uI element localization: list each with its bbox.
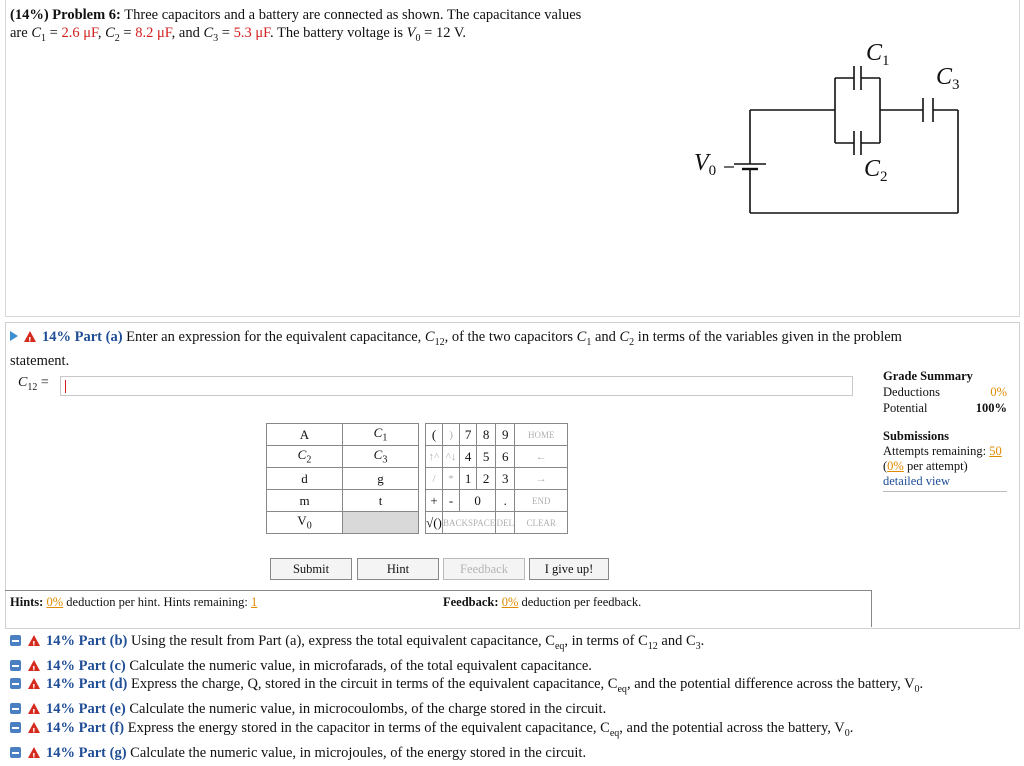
potential-value: 100% bbox=[975, 401, 1007, 415]
problem-weight: (14%) bbox=[10, 7, 49, 23]
hints-remaining: 1 bbox=[250, 595, 258, 609]
warning-icon bbox=[28, 703, 40, 714]
text-caret bbox=[65, 380, 66, 393]
circuit-diagram bbox=[680, 28, 980, 228]
key-del[interactable]: DEL bbox=[496, 512, 515, 534]
key-6[interactable]: 6 bbox=[496, 446, 515, 468]
grade-summary-title: Grade Summary bbox=[883, 369, 973, 383]
collapsed-part-icon[interactable] bbox=[10, 678, 21, 689]
key-0[interactable]: 0 bbox=[460, 490, 496, 512]
key-3[interactable]: 3 bbox=[496, 468, 515, 490]
key-rparen[interactable]: ) bbox=[443, 424, 460, 446]
operator-keypad bbox=[425, 423, 568, 534]
key-4[interactable]: 4 bbox=[460, 446, 477, 468]
part-g-row[interactable]: !14% Part (g) Calculate the numeric value, in microjoules, of the energy stored in the circuit. bbox=[10, 744, 1018, 763]
key-plus[interactable]: + bbox=[426, 490, 443, 512]
variable-keypad bbox=[266, 423, 419, 534]
deductions-value: 0% bbox=[990, 385, 1007, 399]
key-8[interactable]: 8 bbox=[477, 424, 496, 446]
key-backspace[interactable]: BACKSPACE bbox=[443, 512, 496, 534]
divider-vertical bbox=[871, 590, 872, 627]
key-multiply[interactable]: * bbox=[443, 468, 460, 490]
c1-label: $C_1$ bbox=[866, 40, 890, 69]
give-up-button[interactable]: I give up! bbox=[529, 558, 609, 580]
part-c-row[interactable]: !14% Part (c) Calculate the numeric value, in microfarads, of the total equivalent capacitance. bbox=[10, 657, 1018, 676]
grade-summary: Grade Summary Deductions 0% Potential 100% bbox=[883, 369, 1007, 415]
feedback-info: Feedback: 0% deduction per feedback. bbox=[443, 595, 642, 609]
divider bbox=[5, 590, 871, 591]
answer-input[interactable] bbox=[60, 376, 853, 396]
part-a-header: !14% Part (a) Enter an expression for the equivalent capacitance, $C_{12}$, of the two capacitors $C_1$ and $C_2$ in terms of the variables given in the problem statement. bbox=[10, 328, 1010, 370]
part-a-title: 14% Part (a) bbox=[42, 329, 123, 345]
key-C2[interactable]: $C_2$ bbox=[267, 446, 343, 468]
key-left[interactable]: ← bbox=[515, 446, 568, 468]
key-up[interactable]: ↑^ bbox=[426, 446, 443, 468]
part-f-row[interactable]: !14% Part (f) Express the energy stored in the capacitor in terms of the equivalent capacitance, $C_{eq}$, and the potential across the battery, $V_0$. bbox=[10, 719, 1018, 744]
key-V0[interactable]: $V_0$ bbox=[267, 512, 343, 534]
collapsed-part-icon[interactable] bbox=[10, 703, 21, 714]
part-d-row[interactable]: !14% Part (d) Express the charge, Q, stored in the circuit in terms of the equivalent capacitance, $C_{eq}$, and the potential difference across the battery, $V_0$. bbox=[10, 675, 1018, 700]
warning-icon bbox=[28, 678, 40, 689]
collapsed-part-icon[interactable] bbox=[10, 747, 21, 758]
key-9[interactable]: 9 bbox=[496, 424, 515, 446]
key-t[interactable]: t bbox=[343, 490, 419, 512]
key-divide[interactable]: / bbox=[426, 468, 443, 490]
c3-value: 5.3 μF bbox=[233, 25, 271, 41]
warning-icon bbox=[28, 660, 40, 671]
problem-number: Problem 6: bbox=[52, 7, 121, 23]
key-minus[interactable]: - bbox=[443, 490, 460, 512]
key-g[interactable]: g bbox=[343, 468, 419, 490]
key-clear[interactable]: CLEAR bbox=[515, 512, 568, 534]
feedback-button[interactable]: Feedback bbox=[443, 558, 525, 580]
key-C3[interactable]: $C_3$ bbox=[343, 446, 419, 468]
key-sqrt[interactable]: √() bbox=[426, 512, 443, 534]
submissions-panel: Submissions Attempts remaining: 50 (0% per attempt) detailed view bbox=[883, 429, 1007, 492]
key-2[interactable]: 2 bbox=[477, 468, 496, 490]
detailed-view-link[interactable]: detailed view bbox=[883, 474, 950, 488]
key-5[interactable]: 5 bbox=[477, 446, 496, 468]
warning-icon bbox=[28, 722, 40, 733]
answer-label: $C_{12}$ = bbox=[18, 375, 49, 393]
c1-value: 2.6 μF bbox=[61, 25, 98, 41]
v0-label: $V_0$ bbox=[694, 150, 717, 179]
collapsed-part-icon[interactable] bbox=[10, 635, 21, 646]
key-m[interactable]: m bbox=[267, 490, 343, 512]
key-down[interactable]: ^↓ bbox=[443, 446, 460, 468]
key-end[interactable]: END bbox=[515, 490, 568, 512]
warning-icon bbox=[24, 331, 36, 342]
warning-icon bbox=[28, 635, 40, 646]
expand-arrow-icon[interactable] bbox=[10, 331, 18, 341]
hints-info: Hints: 0% deduction per hint. Hints remaining: 1 bbox=[10, 595, 258, 609]
key-lparen[interactable]: ( bbox=[426, 424, 443, 446]
key-1[interactable]: 1 bbox=[460, 468, 477, 490]
key-right[interactable]: → bbox=[515, 468, 568, 490]
problem-statement: (14%) Problem 6: Three capacitors and a battery are connected as shown. The capacitance values are $C_1 = 2.6$ μF, $C_2 = 8.2$ μF, and $C_3 = 5.3$ μF. The battery voltage is $V_0 = 12$ V. bbox=[10, 7, 582, 44]
key-7[interactable]: 7 bbox=[460, 424, 477, 446]
part-e-row[interactable]: !14% Part (e) Calculate the numeric value, in microcoulombs, of the charge stored in the circuit. bbox=[10, 700, 1018, 719]
part-b-row[interactable]: !14% Part (b) Using the result from Part (a), express the total equivalent capacitance, $C_{eq}$, in terms of $C_{12}$ and $C_3$. bbox=[10, 632, 1018, 657]
hint-button[interactable]: Hint bbox=[357, 558, 439, 580]
remaining-parts bbox=[10, 632, 1018, 762]
warning-icon bbox=[28, 747, 40, 758]
key-A[interactable]: A bbox=[267, 424, 343, 446]
key-C1[interactable]: $C_1$ bbox=[343, 424, 419, 446]
key-blank bbox=[343, 512, 419, 534]
c3-label: $C_3$ bbox=[936, 64, 960, 93]
collapsed-part-icon[interactable] bbox=[10, 660, 21, 671]
v0-value: = 12 V. bbox=[420, 25, 467, 41]
c2-value: 8.2 μF bbox=[135, 25, 172, 41]
key-d[interactable]: d bbox=[267, 468, 343, 490]
collapsed-part-icon[interactable] bbox=[10, 722, 21, 733]
key-home[interactable]: HOME bbox=[515, 424, 568, 446]
c2-label: $C_2$ bbox=[864, 156, 888, 185]
submit-button[interactable]: Submit bbox=[270, 558, 352, 580]
attempts-remaining: 50 bbox=[989, 444, 1002, 458]
key-dot[interactable]: . bbox=[496, 490, 515, 512]
